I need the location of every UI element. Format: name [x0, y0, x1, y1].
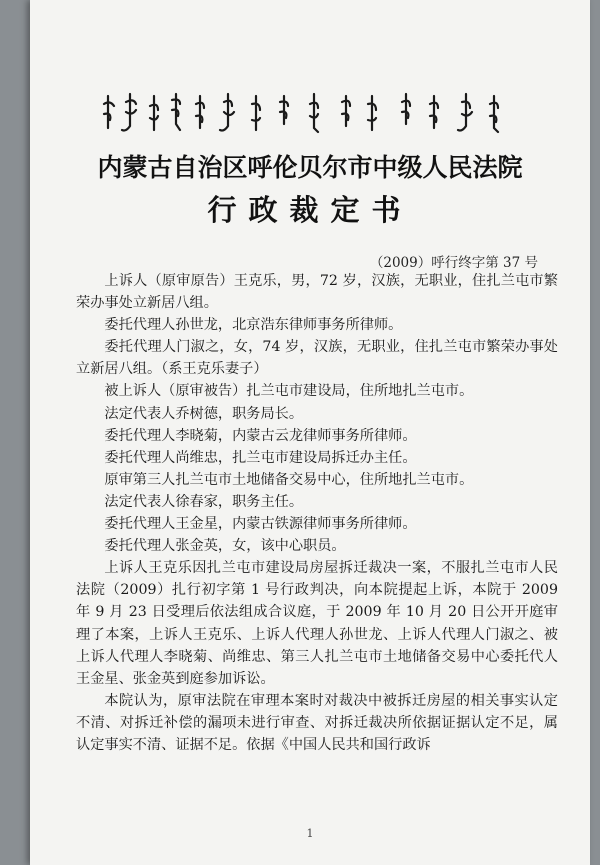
- agent-1: 委托代理人孙世龙，北京浩东律师事务所律师。: [104, 317, 403, 334]
- court-opinion: 本院认为，原审法院在审理本案时对裁决中被拆迁房屋的相关事实认定不清、对拆迁补偿的漏项未进行审查、对拆迁裁决所依据证据认定不足，属认定事实不清、证据不足。依据《中国人民共和国行政诉: [76, 692, 558, 753]
- agent-4: 委托代理人尚维忠，扎兰屯市建设局拆迁办主任。: [104, 449, 417, 466]
- case-background: 上诉人王克乐因扎兰屯市建设局房屋拆迁裁决一案，不服扎兰屯市人民法院（2009）扎行初字第 1 号行政判决，向本院提起上诉，本院于 2009 年 9 月 23 日受理后依法组成合议庭，于 2009 年 10 月 20 日公开开庭审理了本案，上诉人王克乐、上诉人代理人孙世龙、上诉人代理人门淑之、被上诉人代理人李晓菊、尚维忠、第三人扎兰屯市土地储备交易中心委托代人王金星、张金英到庭参加诉讼。: [76, 560, 558, 687]
- court-name: 内蒙古自治区呼伦贝尔市中级人民法院: [97, 153, 523, 182]
- legal-representative-1: 法定代表人乔树德，职务局长。: [104, 405, 304, 422]
- mongolian-script-heading: [100, 90, 520, 136]
- page-number: 1: [306, 827, 314, 840]
- document-page: [30, 0, 590, 865]
- agent-3: 委托代理人李晓菊，内蒙古云龙律师事务所律师。: [104, 427, 417, 444]
- document-body: [76, 270, 558, 756]
- agent-6: 委托代理人张金英，女，该中心职员。: [104, 538, 346, 555]
- legal-representative-2: 法定代表人徐春家，职务主任。: [104, 493, 304, 510]
- case-number: （2009）呼行终字第 37 号: [369, 255, 538, 271]
- agent-5: 委托代理人王金星，内蒙古铁源律师事务所律师。: [104, 516, 417, 533]
- agent-2: 委托代理人门淑之，女，74 岁，汉族，无职业，住扎兰屯市繁荣办事处立新居八组。（系王克乐妻子）: [76, 339, 558, 378]
- party-appellee: 被上诉人（原审被告）扎兰屯市建设局，住所地扎兰屯市。: [104, 383, 474, 400]
- third-party: 原审第三人扎兰屯市土地储备交易中心，住所地扎兰屯市。: [104, 471, 474, 488]
- party-appellant: 上诉人（原审原告）王克乐，男，72 岁，汉族，无职业，住扎兰屯市繁荣办事处立新居八组。: [76, 273, 558, 312]
- document-title: 行政裁定书: [207, 193, 413, 227]
